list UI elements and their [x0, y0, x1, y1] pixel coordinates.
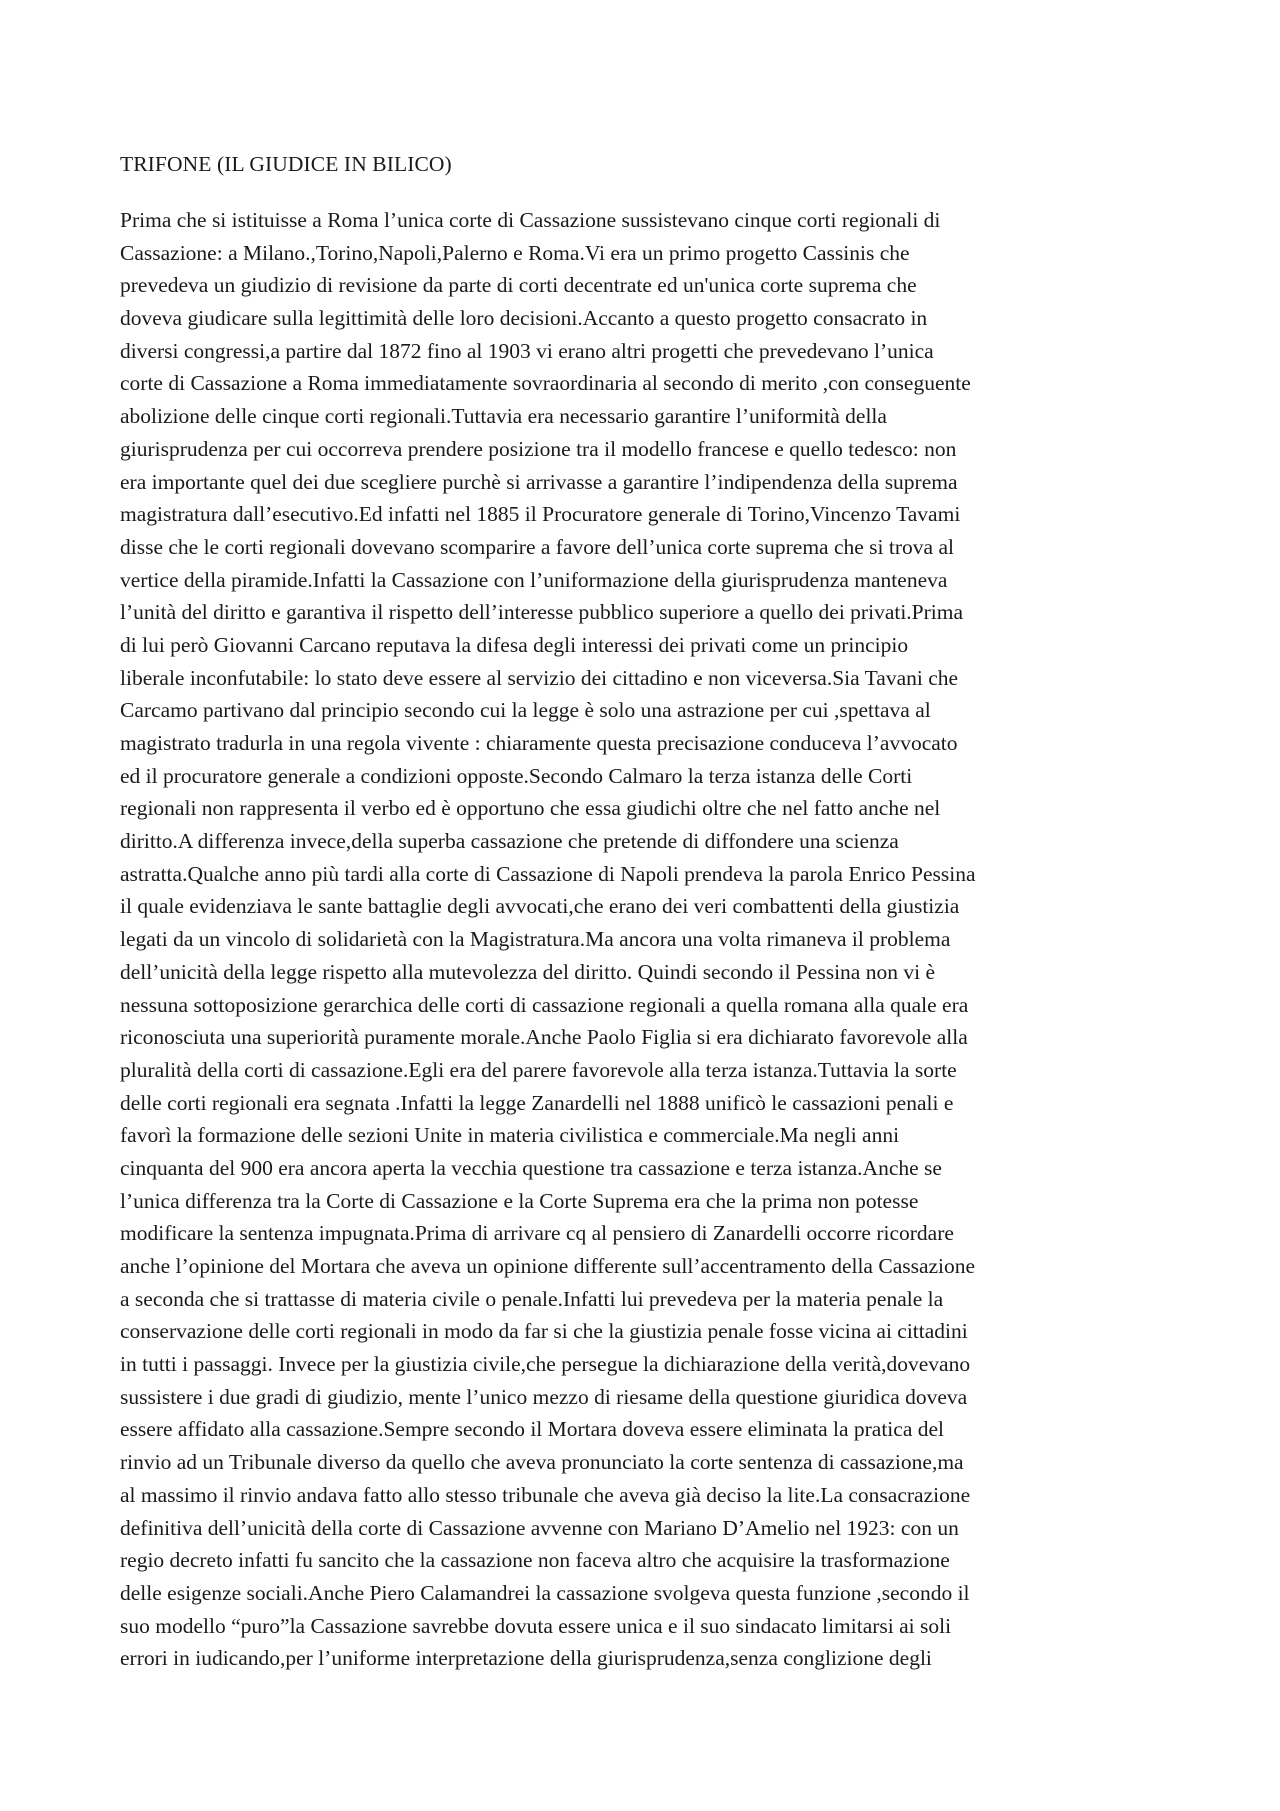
body-line: nessuna sottoposizione gerarchica delle corti di cassazione regionali a quella romana alla quale era: [120, 992, 969, 1017]
body-line: riconosciuta una superiorità puramente morale.Anche Paolo Figlia si era dichiarato favorevole alla: [120, 1025, 968, 1050]
body-line: regio decreto infatti fu sancito che la cassazione non faceva altro che acquisire la trasformazione: [120, 1548, 950, 1573]
body-line: il quale evidenziava le sante battaglie degli avvocati,che erano dei veri combattenti della giustizia: [120, 894, 960, 919]
body-line: doveva giudicare sulla legittimità delle loro decisioni.Accanto a questo progetto consacrato in: [120, 306, 928, 331]
body-line: diversi congressi,a partire dal 1872 fino al 1903 vi erano altri progetti che prevedevano l’unica: [120, 338, 934, 363]
body-line: disse che le corti regionali dovevano scomparire a favore dell’unica corte suprema che si trova al: [120, 534, 954, 559]
body-line: definitiva dell’unicità della corte di Cassazione avvenne con Mariano D’Amelio nel 1923: con un: [120, 1515, 959, 1540]
body-line: delle esigenze sociali.Anche Piero Calamandrei la cassazione svolgeva questa funzione ,secondo il: [120, 1580, 970, 1605]
body-line: errori in iudicando,per l’uniforme interpretazione della giurisprudenza,senza conglizione degli: [120, 1646, 932, 1671]
body-line: pluralità della corti di cassazione.Egli era del parere favorevole alla terza istanza.Tuttavia la sorte: [120, 1057, 957, 1082]
body-line: delle corti regionali era segnata .Infatti la legge Zanardelli nel 1888 unificò le cassazioni penali e: [120, 1090, 954, 1115]
document-title: TRIFONE (IL GIUDICE IN BILICO): [120, 152, 452, 176]
body-line: magistrato tradurla in una regola vivente : chiaramente questa precisazione conduceva l’avvocato: [120, 731, 958, 755]
body-line: abolizione delle cinque corti regionali.Tuttavia era necessario garantire l’uniformità della: [120, 404, 887, 429]
body-line: ed il procuratore generale a condizioni opposte.Secondo Calmaro la terza istanza delle Corti: [120, 763, 913, 788]
document-body: [120, 204, 1180, 1675]
body-line: era importante quel dei due scegliere purchè si arrivasse a garantire l’indipendenza della suprema: [120, 469, 958, 494]
body-line: essere affidato alla cassazione.Sempre secondo il Mortara doveva essere eliminata la pratica del: [120, 1417, 945, 1442]
body-line: Cassazione: a Milano.,Torino,Napoli,Palerno e Roma.Vi era un primo progetto Cassinis che: [120, 240, 910, 265]
body-line: prevedeva un giudizio di revisione da parte di corti decentrate ed un'unica corte suprema che: [120, 273, 917, 298]
body-line: a seconda che si trattasse di materia civile o penale.Infatti lui prevedeva per la materia penale la: [120, 1286, 944, 1311]
body-line: diritto.A differenza invece,della superba cassazione che pretende di diffondere una scienza: [120, 829, 899, 854]
body-line: regionali non rappresenta il verbo ed è opportuno che essa giudichi oltre che nel fatto anche nel: [120, 796, 941, 821]
body-line: al massimo il rinvio andava fatto allo stesso tribunale che aveva già deciso la lite.La consacrazione: [120, 1482, 971, 1507]
body-line: l’unità del diritto e garantiva il rispetto dell’interesse pubblico superiore a quello dei privati.Prima: [120, 600, 964, 625]
body-line: conservazione delle corti regionali in modo da far si che la giustizia penale fosse vicina ai cittadini: [120, 1319, 968, 1344]
body-line: l’unica differenza tra la Corte di Cassazione e la Corte Suprema era che la prima non potesse: [120, 1188, 919, 1213]
body-line: Prima che si istituisse a Roma l’unica corte di Cassazione sussistevano cinque corti regionali di: [120, 208, 941, 232]
body-line: sussistere i due gradi di giudizio, mente l’unico mezzo di riesame della questione giuridica doveva: [120, 1384, 968, 1409]
body-line: magistratura dall’esecutivo.Ed infatti nel 1885 il Procuratore generale di Torino,Vincenzo Tavami: [120, 502, 961, 527]
body-line: rinvio ad un Tribunale diverso da quello che aveva pronunciato la corte sentenza di cassazione,ma: [120, 1450, 964, 1475]
body-line: anche l’opinione del Mortara che aveva un opinione differente sull’accentramento della Cassazione: [120, 1254, 976, 1278]
body-line: modificare la sentenza impugnata.Prima di arrivare cq al pensiero di Zanardelli occorre ricordare: [120, 1221, 954, 1246]
body-line: liberale inconfutabile: lo stato deve essere al servizio dei cittadino e non viceversa.Sia Tavani che: [120, 665, 959, 690]
body-line: dell’unicità della legge rispetto alla mutevolezza del diritto. Quindi secondo il Pessina non vi è: [120, 959, 935, 984]
body-line: suo modello “puro”la Cassazione savrebbe dovuta essere unica e il suo sindacato limitarsi ai soli: [120, 1613, 952, 1638]
body-line: favorì la formazione delle sezioni Unite in materia civilistica e commerciale.Ma negli anni: [120, 1123, 900, 1148]
body-line: cinquanta del 900 era ancora aperta la vecchia questione tra cassazione e terza istanza.Anche se: [120, 1155, 942, 1180]
body-line: di lui però Giovanni Carcano reputava la difesa degli interessi dei privati come un principio: [120, 632, 909, 657]
body-line: Carcamo partivano dal principio secondo cui la legge è solo una astrazione per cui ,spettava al: [120, 698, 931, 723]
body-line: in tutti i passaggi. Invece per la giustizia civile,che persegue la dichiarazione della verità,dovevano: [120, 1352, 971, 1377]
body-line: giurisprudenza per cui occorreva prendere posizione tra il modello francese e quello tedesco: non: [120, 436, 957, 461]
body-line: vertice della piramide.Infatti la Cassazione con l’uniformazione della giurisprudenza manteneva: [120, 567, 948, 592]
body-line: astratta.Qualche anno più tardi alla corte di Cassazione di Napoli prendeva la parola Enrico Pessina: [120, 861, 976, 886]
body-line: corte di Cassazione a Roma immediatamente sovraordinaria al secondo di merito ,con conseguente: [120, 371, 971, 396]
body-line: legati da un vincolo di solidarietà con la Magistratura.Ma ancora una volta rimaneva il problema: [120, 927, 951, 952]
